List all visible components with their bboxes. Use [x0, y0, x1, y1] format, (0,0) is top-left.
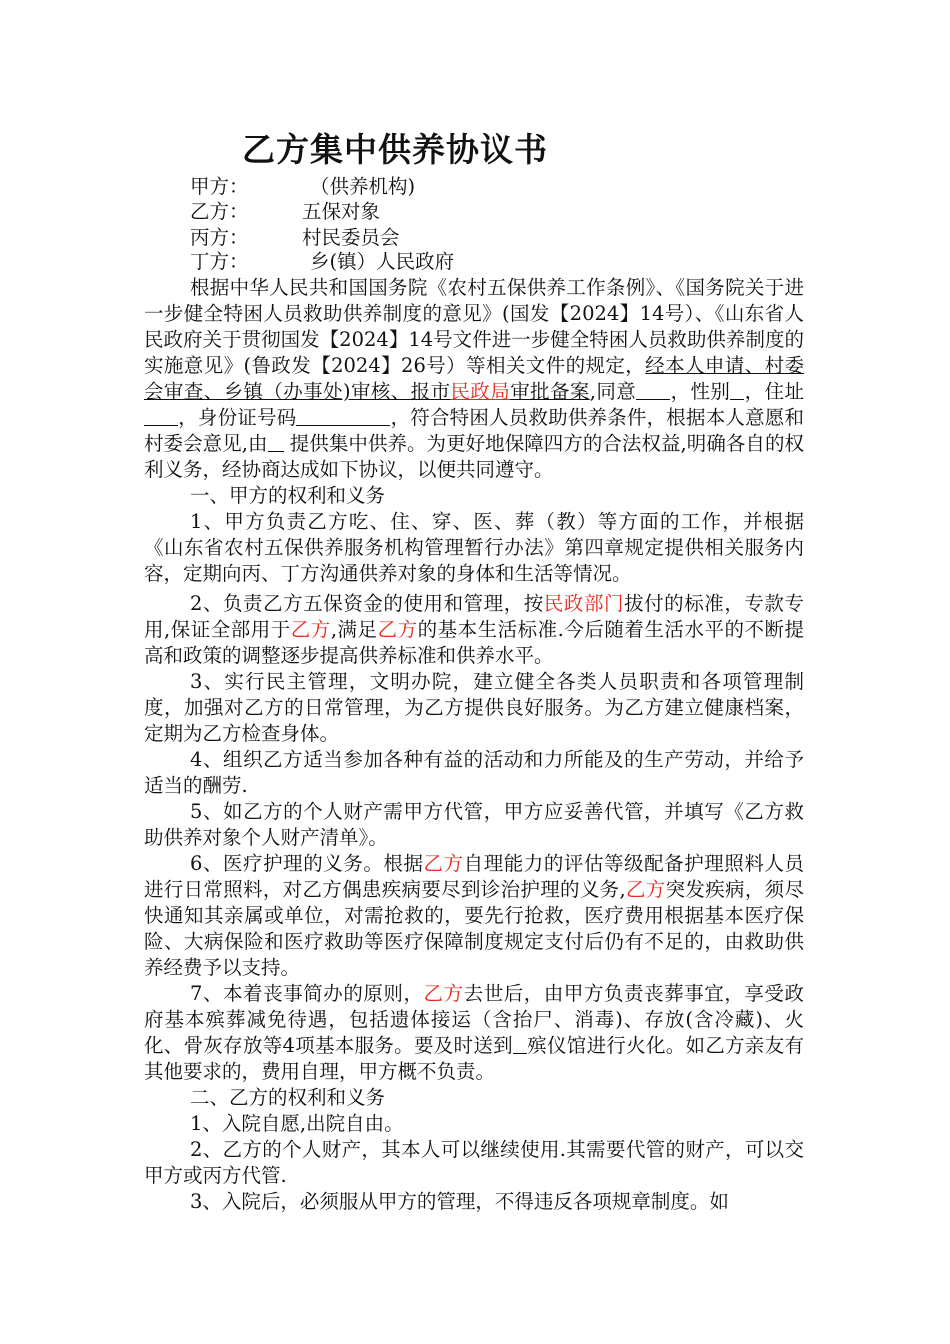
text: 突发疾病，须尽快通知其亲属或单位，对需抢救的，要先行抢救，医疗费用根据基本医疗保险、大病保险和医疗救助等医疗保障制度规定支付后仍有不足的，由救助供养经费予以支持。: [144, 878, 804, 979]
text: 自理能力的评估等级配备护理照料人员进行日常照料，对乙方偶患疾病要尽到诊治护理的义务,: [144, 852, 804, 901]
text: 殡仪馆进行火化。如乙方亲友有其他要求的，费用自理，甲方概不负责。: [144, 1034, 804, 1083]
text: 7、本着丧事简办的原则，: [190, 982, 424, 1005]
gender-blank: [730, 381, 744, 400]
intro-text-a: 根据中华人民共和国国务院《农村五保供养工作条例》、《国务院关于进一步健全特困人员救助供养制度的意见》(国发: [144, 276, 804, 325]
intro-text-i: 提供集中供养。为更好地保障四方的合法权益,明确各自的权利义务，经协商达成如下协议，以便共同遵守。: [144, 432, 805, 481]
section-1-item-5: 5、如乙方的个人财产需甲方代管，甲方应妥善代管，并填写《乙方救助供养对象个人财产清单》。: [144, 800, 804, 849]
red-highlight: 乙方: [423, 982, 464, 1005]
text: 的基本生活标准.今后随着生活水平的不断提高和政策的调整逐步提高供养标准和供养水平。: [144, 618, 804, 667]
text: 2、负责乙方五保资金的使用和管理，按: [190, 592, 544, 615]
text: 拔付的标准，专款专用,保证全部用于: [144, 592, 804, 641]
intro-text-c: 【2024】26号）等相关文件的规定，: [311, 354, 646, 377]
text: ,满足: [330, 618, 378, 641]
text: 去世后，由甲方负责丧葬事宜，享受政府基本殡葬减免待遇，包括遗体接运（含抬尸、消毒)、存放(含冷藏)、火化、骨灰存放等4项基本服务。要及时送到: [144, 982, 804, 1057]
party-value: 乡(镇）人民政府: [310, 250, 455, 273]
funeral-home-blank: [513, 1035, 527, 1054]
id-number-blank: [296, 407, 390, 426]
section-1-item-1: 1、甲方负责乙方吃、住、穿、医、葬（教）等方面的工作，并根据《山东省农村五保供养服务机构管理暂行办法》第四章规定提供相关服务内容，定期向丙、丁方沟通供养对象的身体和生活等情况。: [144, 510, 804, 585]
intro-text-d: ,同意: [589, 380, 637, 403]
section-1-item-2: [144, 591, 804, 669]
section-2-item-2: 2、乙方的个人财产，其本人可以继续使用.其需要代管的财产，可以交甲方或丙方代管.: [144, 1138, 804, 1187]
party-value: 村民委员会: [302, 226, 400, 249]
party-label: 乙方：: [190, 200, 249, 223]
intro-text-b: 【2024】14号）、《山东省人民政府关于贯彻国发【2024】14号文件进一步健全特困人员救助供养制度的实施意见》(鲁政发: [144, 302, 804, 377]
text: 6、医疗护理的义务。根据: [190, 852, 424, 875]
intro-underlined-process: 经本人申请、村委会审查、乡镇（办事处)审核、报市: [144, 354, 804, 403]
section-2-item-3: 3、入院后，必须服从甲方的管理，不得违反各项规章制度。如: [190, 1190, 729, 1213]
section-1-heading: 一、甲方的权利和义务: [190, 484, 386, 507]
intro-text-g: ，身份证号码: [178, 406, 297, 429]
party-yi: [190, 199, 381, 225]
intro-civil-affairs-bureau: 民政局: [450, 380, 511, 403]
intro-text-e: ，性别: [670, 380, 731, 403]
red-highlight: 乙方: [290, 618, 331, 641]
intro-text-h: ，符合特困人员救助供养条件，根据本人意愿和村委会意见,由: [144, 406, 804, 455]
section-1-item-6: [144, 851, 804, 981]
party-jia: [190, 174, 416, 200]
red-highlight: 乙方: [377, 618, 418, 641]
party-value: 五保对象: [302, 200, 381, 223]
address-blank: [144, 407, 178, 426]
party-label: 甲方：: [190, 175, 249, 198]
party-bing: [190, 225, 400, 251]
intro-underlined-approval: 审批备案: [510, 380, 590, 403]
party-label: 丁方：: [190, 250, 249, 273]
intro-paragraph: [144, 275, 804, 483]
document-title: 乙方集中供养协议书: [242, 130, 548, 169]
party-label: 丙方：: [190, 226, 249, 249]
section-1-item-4: 4、组织乙方适当参加各种有益的活动和力所能及的生产劳动，并给予适当的酬劳.: [144, 748, 804, 797]
red-highlight: 乙方: [625, 878, 666, 901]
section-1-item-7: [144, 981, 804, 1085]
intro-text-f: ，住址: [744, 380, 804, 403]
red-highlight: 乙方: [423, 852, 464, 875]
party-value: （供养机构): [310, 175, 416, 198]
provider-blank: [268, 433, 284, 452]
section-2-heading: 二、乙方的权利和义务: [190, 1086, 386, 1109]
document-body: [144, 275, 804, 1215]
name-blank: [636, 381, 670, 400]
party-ding: [190, 249, 455, 275]
section-1-item-3: 3、实行民主管理，文明办院，建立健全各类人员职责和各项管理制度，加强对乙方的日常管理，为乙方提供良好服务。为乙方建立健康档案，定期为乙方检查身体。: [144, 670, 804, 745]
section-2-item-1: 1、入院自愿,出院自由。: [190, 1112, 404, 1135]
red-highlight: 民政部门: [543, 592, 625, 615]
